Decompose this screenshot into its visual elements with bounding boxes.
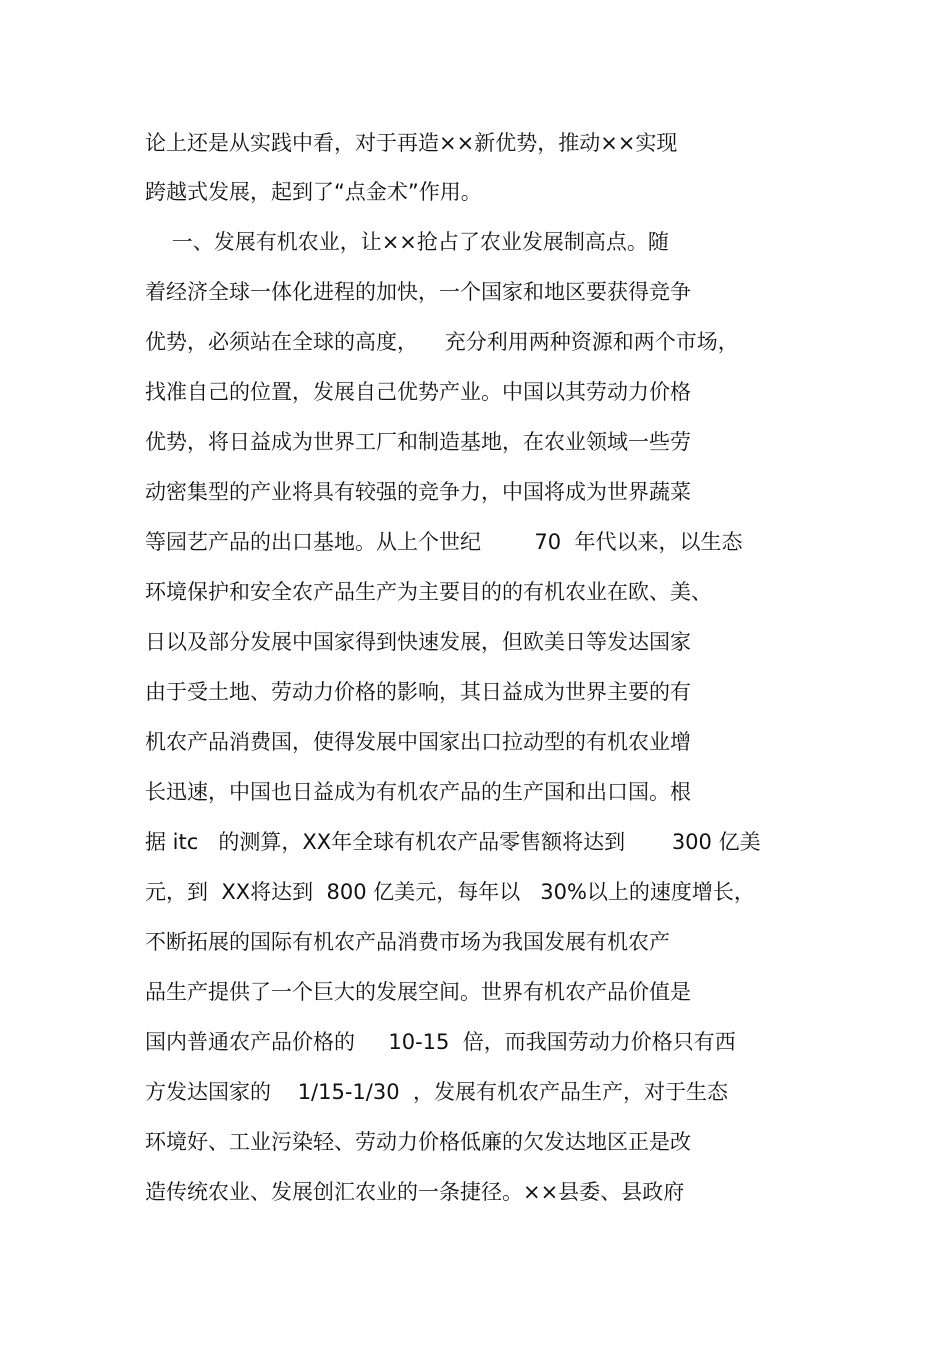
text-line: 等园艺产品的出口基地。从上个世纪 70 年代以来，以生态 — [145, 530, 743, 554]
text-line: 品生产提供了一个巨大的发展空间。世界有机农产品价值是 — [145, 980, 691, 1004]
text-line: 由于受土地、劳动力价格的影响，其日益成为世界主要的有 — [145, 680, 691, 704]
text-line: 不断拓展的国际有机农产品消费市场为我国发展有机农产 — [145, 930, 670, 954]
text-line: 跨越式发展，起到了“点金术”作用。 — [145, 180, 482, 204]
text-line: 找准自己的位置，发展自己优势产业。中国以其劳动力价格 — [145, 380, 691, 404]
text-line: 论上还是从实践中看，对于再造××新优势，推动××实现 — [145, 131, 678, 155]
paragraph-heading-line: 一、发展有机农业，让××抢占了农业发展制高点。随 — [145, 230, 669, 254]
text-line: 元，到 XX将达到 800 亿美元，每年以 30%以上的速度增长， — [145, 880, 755, 904]
text-line: 优势，必须站在全球的高度， 充分利用两种资源和两个市场， — [145, 330, 739, 354]
text-line: 据 itc 的测算，XX年全球有机农产品零售额将达到 300 亿美 — [145, 830, 761, 854]
text-line: 长迅速，中国也日益成为有机农产品的生产国和出口国。根 — [145, 780, 691, 804]
text-line: 着经济全球一体化进程的加快，一个国家和地区要获得竞争 — [145, 280, 691, 304]
text-line: 日以及部分发展中国家得到快速发展，但欧美日等发达国家 — [145, 630, 691, 654]
text-line: 造传统农业、发展创汇农业的一条捷径。××县委、县政府 — [145, 1180, 685, 1204]
text-line: 优势，将日益成为世界工厂和制造基地，在农业领域一些劳 — [145, 430, 691, 454]
text-line: 机农产品消费国，使得发展中国家出口拉动型的有机农业增 — [145, 730, 691, 754]
text-line: 国内普通农产品价格的 10-15 倍，而我国劳动力价格只有西 — [145, 1030, 736, 1054]
text-line: 环境好、工业污染轻、劳动力价格低廉的欠发达地区正是改 — [145, 1130, 691, 1154]
text-line: 方发达国家的 1/15-1/30 ，发展有机农产品生产，对于生态 — [145, 1080, 728, 1104]
text-line: 环境保护和安全农产品生产为主要目的的有机农业在欧、美、 — [145, 580, 712, 604]
text-line: 动密集型的产业将具有较强的竞争力，中国将成为世界蔬菜 — [145, 480, 691, 504]
